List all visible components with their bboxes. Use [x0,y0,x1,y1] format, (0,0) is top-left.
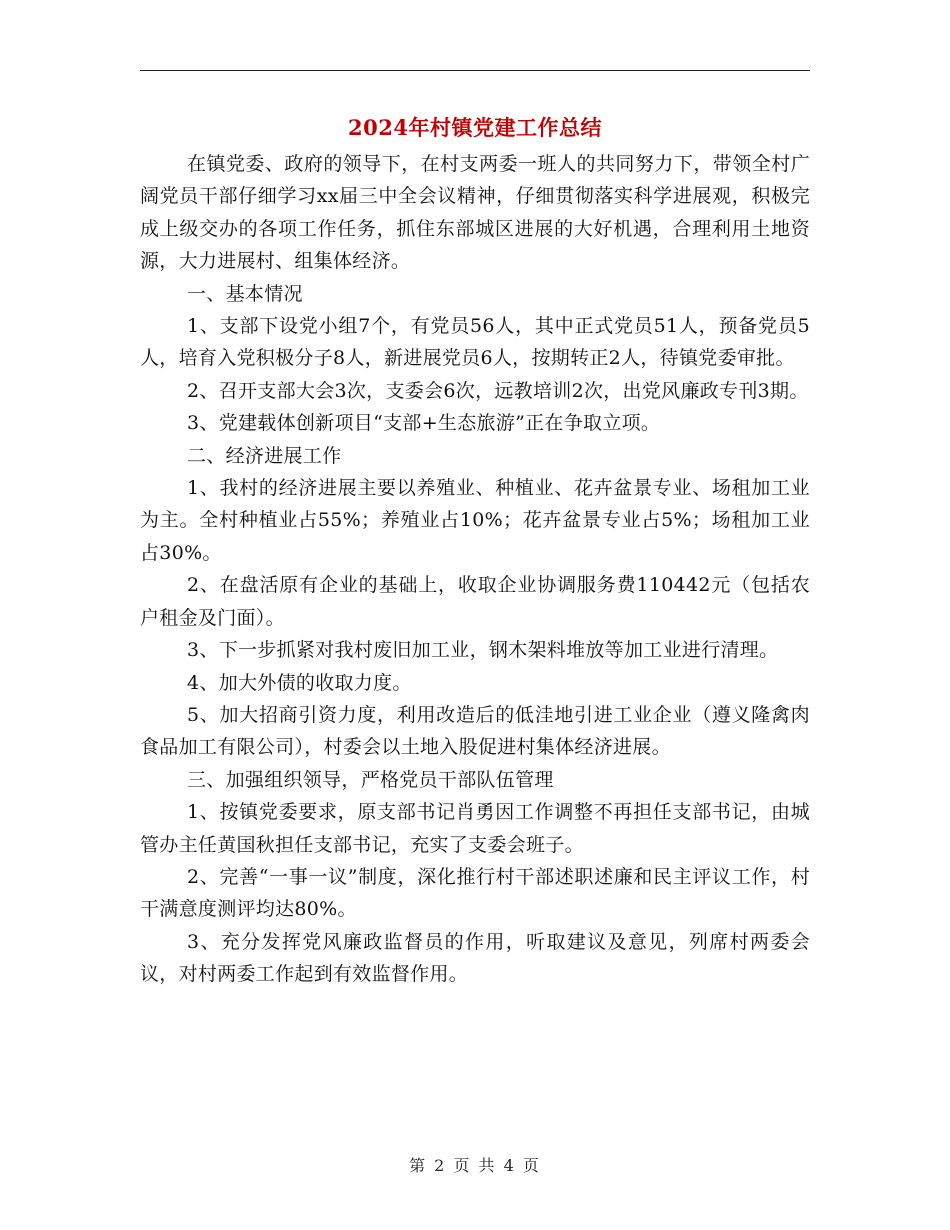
paragraph-item: 2、完善“一事一议”制度，深化推行村干部述职述廉和民主评议工作，村干满意度测评均达80%。 [140,865,810,921]
paragraph-item: 3、充分发挥党风廉政监督员的作用，听取建议及意见，列席村两委会议，对村两委工作起到有效监督作用。 [140,930,810,986]
section-heading-basic: 一、基本情况 [187,282,303,305]
paragraph-item: 4、加大外债的收取力度。 [187,671,412,694]
document-title: 2024年村镇党建工作总结 [348,115,602,140]
paragraph-item: 3、下一步抓紧对我村废旧加工业，钢木架料堆放等加工业进行清理。 [187,639,779,662]
paragraph-item: 1、支部下设党小组7个，有党员56人，其中正式党员51人，预备党员5人，培育入党积极分子8人，新进展党员6人，按期转正2人，待镇党委审批。 [140,315,810,370]
section-heading-economy: 二、经济进展工作 [187,444,342,467]
section-heading-organization: 三、加强组织领导，严格党员干部队伍管理 [187,768,554,791]
document-body [140,148,810,991]
paragraph-item: 5、加大招商引资力度，利用改造后的低洼地引进工业企业（遵义隆禽肉食品加工有限公司），村委会以土地入股促进村集体经济进展。 [140,703,810,759]
header-rule [140,70,810,71]
paragraph-item: 1、我村的经济进展主要以养殖业、种植业、花卉盆景专业、场租加工业为主。全村种植业占55%；养殖业占10%；花卉盆景专业占5%；场租加工业占30%。 [140,477,810,564]
paragraph-item: 3、党建载体创新项目“支部+生态旅游”正在争取立项。 [187,412,661,435]
page-number: 第 2 页 共 4 页 [409,1156,541,1175]
paragraph-item: 2、召开支部大会3次，支委会6次，远教培训2次，出党风廉政专刊3期。 [187,379,809,402]
paragraph-intro: 在镇党委、政府的领导下，在村支两委一班人的共同努力下，带领全村广阔党员干部仔细学习xx届三中全会议精神，仔细贯彻落实科学进展观，积极完成上级交办的各项工作任务，抓住东部城区进展的大好机遇，合理利用土地资源，大力进展村、组集体经济。 [140,153,810,273]
paragraph-item: 2、在盘活原有企业的基础上，收取企业协调服务费110442元（包括农户租金及门面）。 [140,574,810,629]
paragraph-item: 1、按镇党委要求，原支部书记肖勇因工作调整不再担任支部书记，由城管办主任黄国秋担任支部书记，充实了支委会班子。 [140,801,810,856]
